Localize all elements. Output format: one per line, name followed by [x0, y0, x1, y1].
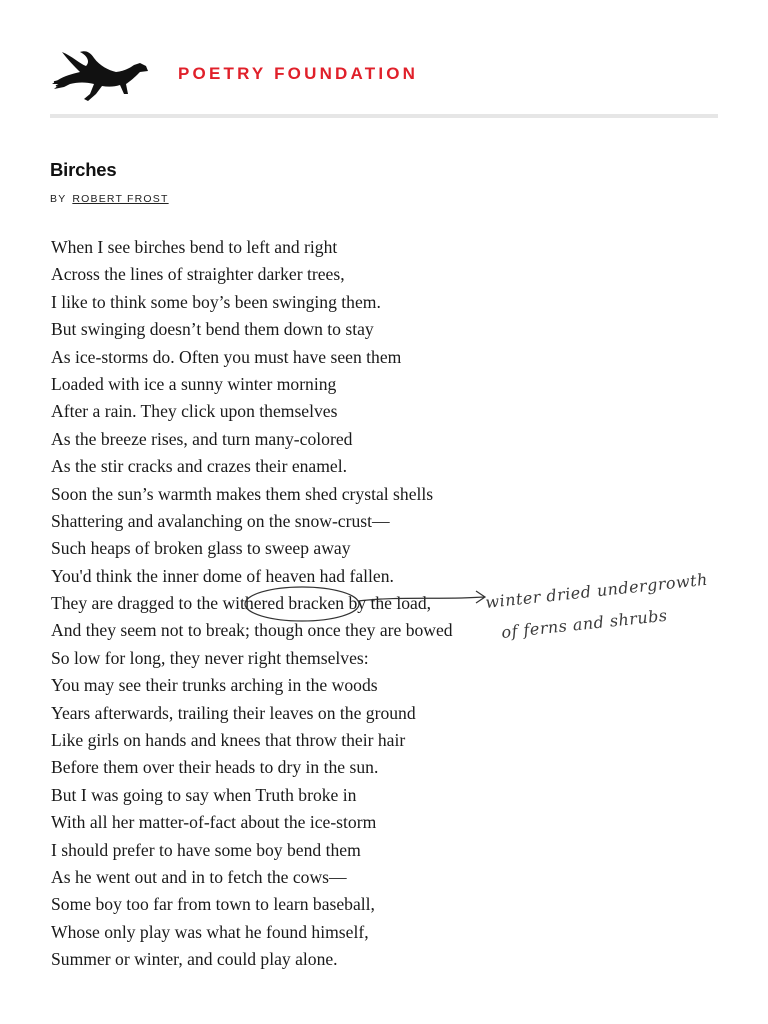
- poem-line: But swinging doesn’t bend them down to stay: [51, 319, 374, 340]
- poem-line: As he went out and in to fetch the cows—: [51, 866, 347, 887]
- poem-line: They are dragged to the withered bracken by the load,: [51, 593, 432, 614]
- poem-line: As ice-storms do. Often you must have seen them: [51, 346, 402, 367]
- brand-name[interactable]: POETRY FOUNDATION: [178, 64, 419, 83]
- poem-line: Before them over their heads to dry in the sun.: [51, 757, 379, 778]
- poem-line: As the stir cracks and crazes their enamel.: [51, 456, 348, 477]
- poem-line: Across the lines of straighter darker trees,: [51, 264, 345, 285]
- author-link[interactable]: ROBERT FROST: [72, 193, 169, 205]
- annotation-note-line2: of ferns and shrubs: [500, 605, 669, 642]
- annotation-note-line1: winter dried undergrowth: [484, 569, 709, 612]
- poem-line: You may see their trunks arching in the woods: [51, 675, 378, 696]
- poem-line: Years afterwards, trailing their leaves on the ground: [51, 702, 416, 723]
- poem-line: You'd think the inner dome of heaven had fallen.: [51, 565, 394, 586]
- poem-body: [51, 234, 453, 974]
- header-divider: [50, 114, 718, 118]
- poem-line: After a rain. They click upon themselves: [51, 401, 338, 422]
- poem-line: Soon the sun’s warmth makes them shed crystal shells: [51, 483, 434, 504]
- poem-line: Summer or winter, and could play alone.: [51, 949, 338, 970]
- poem-line: I like to think some boy’s been swinging them.: [51, 291, 381, 312]
- poem-line: Such heaps of broken glass to sweep away: [51, 538, 351, 559]
- poem-line: Loaded with ice a sunny winter morning: [51, 373, 337, 394]
- poem-line: Some boy too far from town to learn baseball,: [51, 894, 375, 915]
- site-header: [50, 40, 718, 104]
- poem-line: And they seem not to break; though once they are bowed: [51, 620, 453, 641]
- poem-title: Birches: [50, 159, 117, 180]
- poem-line: Whose only play was what he found himself,: [51, 921, 369, 942]
- poem-line: Like girls on hands and knees that throw their hair: [51, 730, 406, 751]
- poem-line: Shattering and avalanching on the snow-crust—: [51, 510, 390, 531]
- poem-line: So low for long, they never right themselves:: [51, 647, 369, 668]
- poem-line: With all her matter-of-fact about the ice-storm: [51, 812, 377, 833]
- pegasus-icon[interactable]: [50, 44, 150, 102]
- poem-line: When I see birches bend to left and right: [51, 237, 338, 257]
- poem-line: As the breeze rises, and turn many-colored: [51, 428, 353, 449]
- poem-line: I should prefer to have some boy bend them: [51, 839, 361, 860]
- by-label: BY: [50, 193, 67, 205]
- byline: [50, 193, 169, 205]
- poem-line: But I was going to say when Truth broke in: [51, 784, 357, 805]
